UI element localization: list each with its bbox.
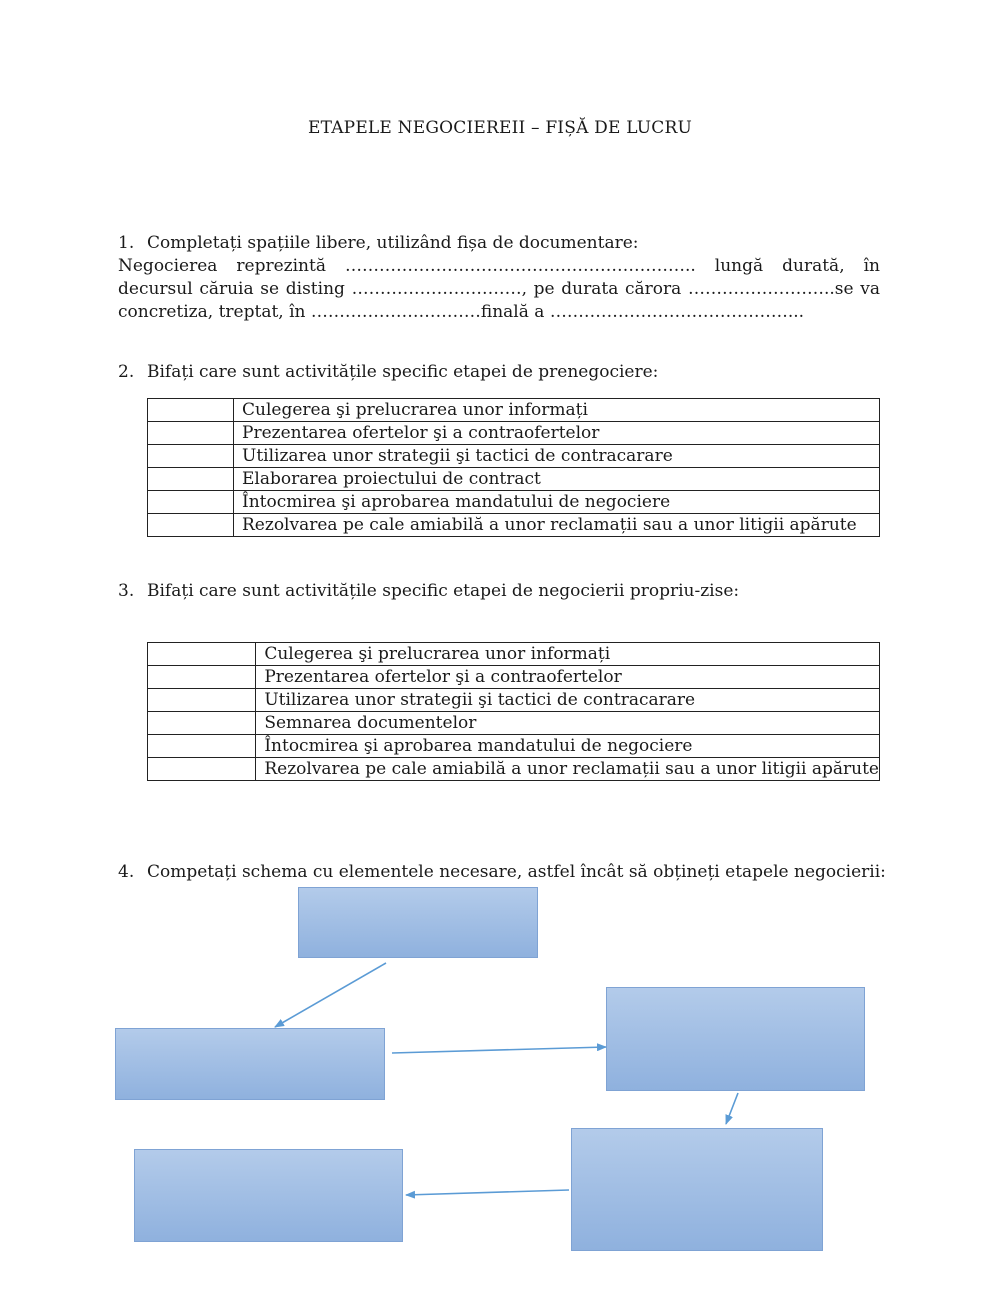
option-label: Prezentarea ofertelor şi a contraofertelor xyxy=(234,422,880,445)
option-label: Utilizarea unor strategii şi tactici de contracarare xyxy=(234,445,880,468)
page-title: ETAPELE NEGOCIEREII – FIȘĂ DE LUCRU xyxy=(307,118,693,138)
option-label: Rezolvarea pe cale amiabilă a unor reclamații sau a unor litigii apărute xyxy=(234,514,880,537)
arrow-2-to-3 xyxy=(392,1047,606,1053)
option-label: Culegerea şi prelucrarea unor informați xyxy=(256,643,880,666)
question-1-number: 1. xyxy=(118,233,135,253)
option-label: Culegerea şi prelucrarea unor informați xyxy=(234,399,880,422)
question-3-text: Bifați care sunt activitățile specific etapei de negocierii propriu-zise: xyxy=(147,581,740,601)
option-label: Întocmirea şi aprobarea mandatului de negociere xyxy=(234,491,880,514)
option-label: Rezolvarea pe cale amiabilă a unor reclamații sau a unor litigii apărute xyxy=(256,758,880,781)
arrow-3-to-4 xyxy=(726,1093,738,1124)
question-4-text: Competați schema cu elementele necesare, astfel încât să obțineți etapele negocierii: xyxy=(147,862,886,882)
option-label: Elaborarea proiectului de contract xyxy=(234,468,880,491)
question-2-text: Bifați care sunt activitățile specific etapei de prenegociere: xyxy=(147,362,659,382)
question-4-number: 4. xyxy=(118,862,135,882)
arrow-4-to-5 xyxy=(406,1190,569,1195)
option-label: Semnarea documentelor xyxy=(256,712,880,735)
option-label: Prezentarea ofertelor şi a contraofertelor xyxy=(256,666,880,689)
option-label: Utilizarea unor strategii şi tactici de contracarare xyxy=(256,689,880,712)
option-label: Întocmirea şi aprobarea mandatului de negociere xyxy=(256,735,880,758)
question-3-number: 3. xyxy=(118,581,135,601)
question-1-text: Completați spațiile libere, utilizând fișa de documentare: xyxy=(147,233,639,253)
arrow-1-to-2 xyxy=(275,963,386,1027)
fill-in-text: Negocierea reprezintă …………………………………………………….. lungă durată, în decursul căruia se disting …………………………, pe durata cărora ……………………..se va concretiza, treptat, în …………………………finală a ……………………………………... xyxy=(118,256,880,322)
question-2-number: 2. xyxy=(118,362,135,382)
